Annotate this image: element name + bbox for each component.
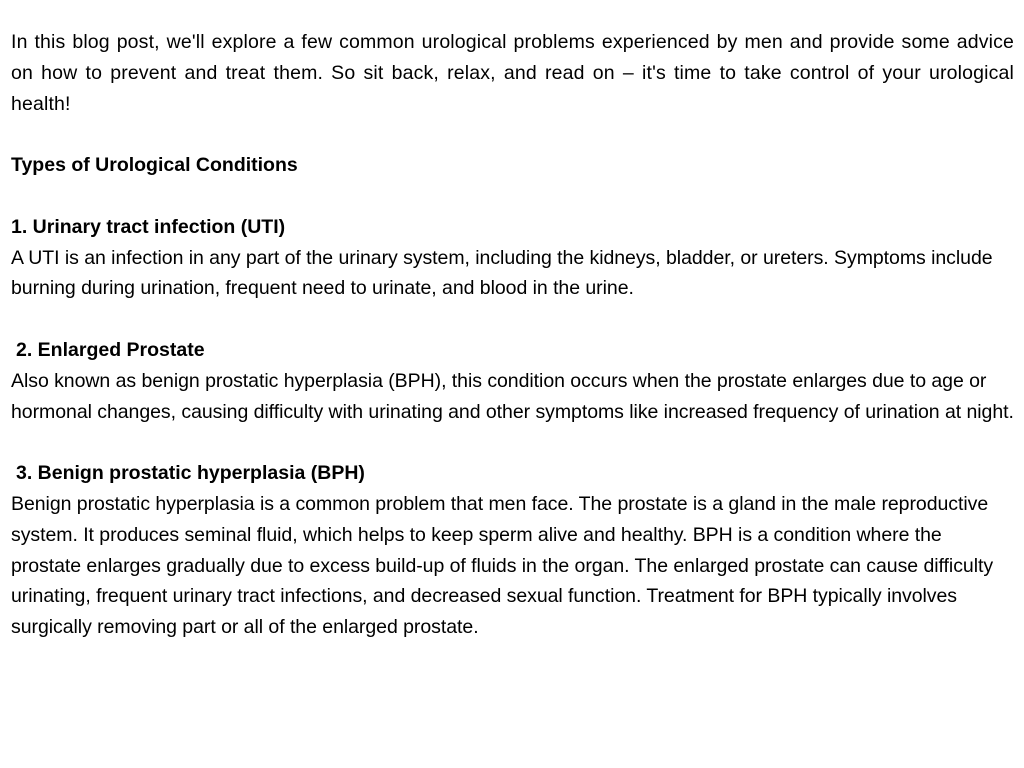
condition-bph bbox=[11, 458, 1014, 643]
condition-heading: 1. Urinary tract infection (UTI) bbox=[11, 215, 286, 238]
condition-uti bbox=[11, 212, 1014, 304]
section-title: Types of Urological Conditions bbox=[11, 154, 298, 177]
condition-heading: 2. Enlarged Prostate bbox=[16, 338, 205, 361]
condition-body: A UTI is an infection in any part of the urinary system, including the kidneys, bladder, or ureters. Symptoms include burning during urination, frequent need to urinate, and blood in the urine. bbox=[11, 246, 993, 300]
condition-enlarged-prostate bbox=[11, 335, 1014, 427]
condition-body: Benign prostatic hyperplasia is a common problem that men face. The prostate is a gland in the male reproductive system. It produces seminal fluid, which helps to keep sperm alive and healthy. BPH is a condition where the prostate enlarges gradually due to excess build-up of fluids in the organ. The enlarged prostate can cause difficulty urinating, frequent urinary tract infections, and decreased sexual function. Treatment for BPH typically involves surgically removing part or all of the enlarged prostate. bbox=[11, 492, 994, 639]
condition-heading: 3. Benign prostatic hyperplasia (BPH) bbox=[16, 462, 365, 485]
intro-paragraph: In this blog post, we'll explore a few common urological problems experienced by men and provide some advice on how to prevent and treat them. So sit back, relax, and read on – it's time to take control of your urological health! bbox=[11, 31, 1014, 115]
condition-body: Also known as benign prostatic hyperplasia (BPH), this condition occurs when the prostate enlarges due to age or hormonal changes, causing difficulty with urinating and other symptoms like increased frequency of urination at night. bbox=[11, 369, 1014, 423]
